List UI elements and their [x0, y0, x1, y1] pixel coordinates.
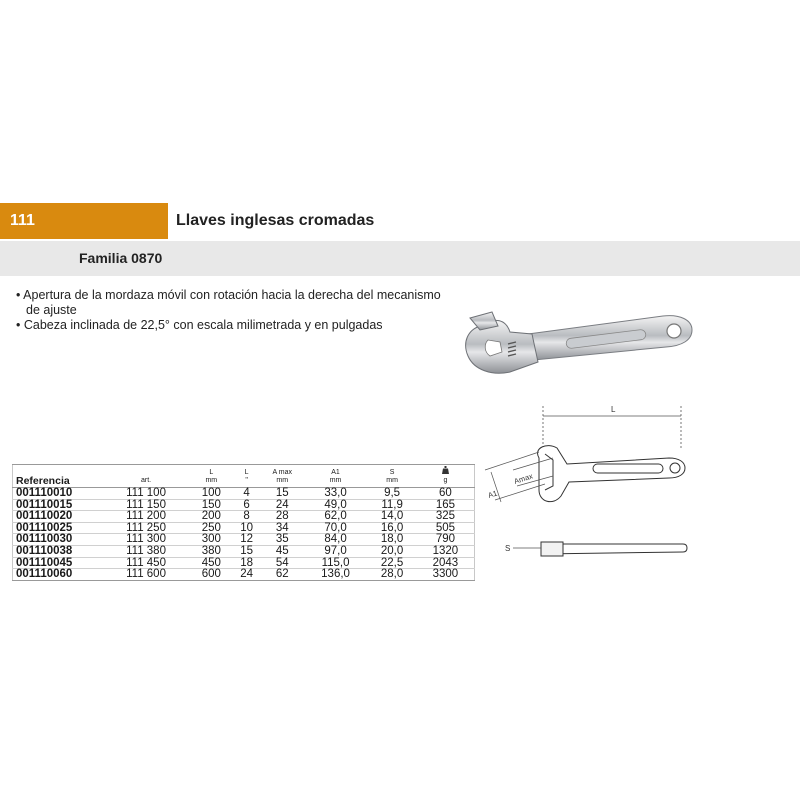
cell-l-inch: 12	[233, 534, 261, 546]
cell-weight: 325	[417, 511, 475, 523]
label-l: L	[611, 405, 616, 414]
wrench-side-view	[541, 542, 687, 556]
cell-a1: 97,0	[304, 545, 368, 557]
col-amax: A max mm	[261, 465, 304, 488]
col-s: S mm	[367, 465, 416, 488]
cell-art: 111 600	[102, 569, 190, 581]
label-amax: Amax	[512, 471, 534, 486]
cell-a1: 33,0	[304, 488, 368, 500]
cell-referencia: 001110015	[13, 499, 103, 511]
cell-referencia: 001110060	[13, 569, 103, 581]
cell-s: 18,0	[367, 534, 416, 546]
cell-a1: 84,0	[304, 534, 368, 546]
cell-l-mm: 300	[190, 534, 232, 546]
header-bar	[0, 203, 800, 239]
cell-s: 16,0	[367, 522, 416, 534]
cell-weight: 165	[417, 499, 475, 511]
cell-l-inch: 6	[233, 499, 261, 511]
cell-weight: 3300	[417, 569, 475, 581]
cell-l-inch: 18	[233, 557, 261, 569]
cell-l-inch: 10	[233, 522, 261, 534]
cell-referencia: 001110025	[13, 522, 103, 534]
cell-referencia: 001110010	[13, 488, 103, 500]
table-row	[13, 511, 475, 523]
cell-l-mm: 200	[190, 511, 232, 523]
cell-referencia: 001110030	[13, 534, 103, 546]
table-row	[13, 569, 475, 581]
cell-l-inch: 4	[233, 488, 261, 500]
col-art: art.	[102, 465, 190, 488]
col-l-inch: L "	[233, 465, 261, 488]
table-row	[13, 499, 475, 511]
cell-a1: 49,0	[304, 499, 368, 511]
cell-a1: 70,0	[304, 522, 368, 534]
cell-amax: 54	[261, 557, 304, 569]
dimension-diagram	[483, 398, 693, 568]
cell-amax: 34	[261, 522, 304, 534]
cell-l-mm: 600	[190, 569, 232, 581]
cell-amax: 35	[261, 534, 304, 546]
table-row	[13, 488, 475, 500]
weight-icon	[417, 466, 474, 477]
cell-s: 14,0	[367, 511, 416, 523]
wrench-outline	[538, 446, 685, 502]
wrench-body	[466, 312, 692, 373]
cell-amax: 28	[261, 511, 304, 523]
cell-weight: 505	[417, 522, 475, 534]
cell-s: 9,5	[367, 488, 416, 500]
cell-l-mm: 380	[190, 545, 232, 557]
table-row	[13, 557, 475, 569]
product-code: 111	[0, 203, 168, 239]
table-row	[13, 545, 475, 557]
label-a1: A1	[486, 488, 499, 500]
cell-a1: 136,0	[304, 569, 368, 581]
cell-weight: 790	[417, 534, 475, 546]
cell-l-inch: 24	[233, 569, 261, 581]
spec-table	[12, 464, 475, 581]
family-bar	[0, 241, 800, 276]
cell-l-mm: 100	[190, 488, 232, 500]
feature-list	[16, 288, 456, 333]
cell-s: 22,5	[367, 557, 416, 569]
cell-amax: 45	[261, 545, 304, 557]
label-s: S	[505, 544, 511, 553]
table-row	[13, 534, 475, 546]
col-referencia: Referencia	[13, 465, 103, 488]
feature-item: • Cabeza inclinada de 22,5° con escala milimetrada y en pulgadas	[16, 318, 383, 332]
table-header-row	[13, 465, 475, 488]
table-row	[13, 522, 475, 534]
cell-art: 111 200	[102, 511, 190, 523]
cell-l-mm: 250	[190, 522, 232, 534]
cell-a1: 62,0	[304, 511, 368, 523]
cell-weight: 1320	[417, 545, 475, 557]
cell-referencia: 001110038	[13, 545, 103, 557]
feature-item: • Apertura de la mordaza móvil con rotación hacia la derecha del mecanismo de ajuste	[16, 288, 441, 317]
cell-s: 11,9	[367, 499, 416, 511]
cell-art: 111 150	[102, 499, 190, 511]
cell-art: 111 450	[102, 557, 190, 569]
col-l-mm: L mm	[190, 465, 232, 488]
cell-art: 111 250	[102, 522, 190, 534]
cell-amax: 24	[261, 499, 304, 511]
cell-s: 28,0	[367, 569, 416, 581]
cell-s: 20,0	[367, 545, 416, 557]
cell-referencia: 001110045	[13, 557, 103, 569]
cell-amax: 62	[261, 569, 304, 581]
cell-l-mm: 450	[190, 557, 232, 569]
wrench-photo	[458, 298, 698, 388]
col-a1: A1 mm	[304, 465, 368, 488]
cell-referencia: 001110020	[13, 511, 103, 523]
cell-art: 111 380	[102, 545, 190, 557]
cell-l-mm: 150	[190, 499, 232, 511]
cell-weight: 2043	[417, 557, 475, 569]
cell-art: 111 100	[102, 488, 190, 500]
family-label: Familia 0870	[79, 250, 163, 266]
cell-weight: 60	[417, 488, 475, 500]
col-weight: g	[417, 465, 475, 488]
cell-amax: 15	[261, 488, 304, 500]
cell-l-inch: 15	[233, 545, 261, 557]
cell-a1: 115,0	[304, 557, 368, 569]
cell-art: 111 300	[102, 534, 190, 546]
page-title: Llaves inglesas cromadas	[176, 212, 375, 229]
cell-l-inch: 8	[233, 511, 261, 523]
